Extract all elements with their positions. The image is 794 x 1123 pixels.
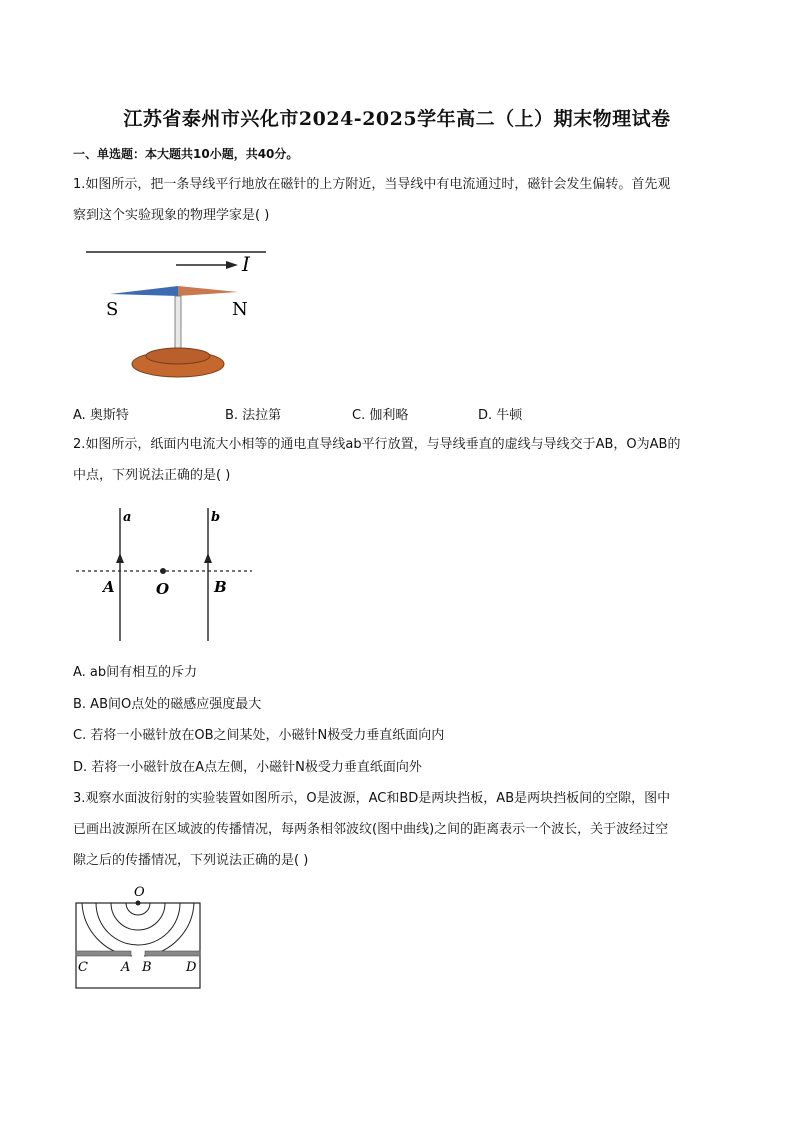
q2-text-line2: 中点，下列说法正确的是( ) xyxy=(73,468,231,483)
q1-text-line1: 1.如图所示，把一条导线平行地放在磁针的上方附近，当导线中有电流通过时，磁针会发生偏转。首先观 xyxy=(73,177,671,192)
q1-options xyxy=(73,404,593,422)
page-title: 江苏省泰州市兴化市2024-2025学年高二（上）期末物理试卷 xyxy=(123,108,671,130)
needle-north xyxy=(178,286,238,296)
q2-option-c[interactable]: C. 若将一小磁针放在OB之间某处，小磁针N极受力垂直纸面向内 xyxy=(73,728,445,743)
label-B: B xyxy=(214,578,227,596)
wave-source xyxy=(136,901,141,906)
wire-b-arrow xyxy=(204,553,212,563)
wave-4b xyxy=(144,903,194,956)
label-O: O xyxy=(134,885,145,900)
wave-3 xyxy=(96,903,180,945)
q1-figure xyxy=(80,246,280,386)
label-A: A xyxy=(121,960,131,975)
q1-option-c[interactable]: C. 伽利略 xyxy=(352,408,409,423)
stand-base-top xyxy=(146,348,210,364)
q1-option-b[interactable]: B. 法拉第 xyxy=(225,408,282,423)
needle-south xyxy=(110,286,178,296)
label-b: b xyxy=(211,510,221,525)
q2-option-a[interactable]: A. ab间有相互的斥力 xyxy=(73,665,198,680)
q1-text-line2: 察到这个实验现象的物理学家是( ) xyxy=(73,208,270,223)
current-label: I xyxy=(242,252,250,276)
q1-option-a[interactable]: A. 奥斯特 xyxy=(73,408,129,423)
needle-stand xyxy=(175,296,181,352)
current-arrowhead xyxy=(226,261,238,269)
label-D: D xyxy=(186,960,197,975)
wave-4 xyxy=(82,903,132,956)
label-O: O xyxy=(156,580,170,598)
section-heading: 一、单选题：本大题共10小题，共40分。 xyxy=(73,147,299,161)
wave-2 xyxy=(111,903,165,930)
q3-text-line1: 3.观察水面波衍射的实验装置如图所示，O是波源，AC和BD是两块挡板，AB是两块挡板间的空隙，图中 xyxy=(73,791,671,806)
label-B: B xyxy=(142,960,152,975)
label-a: a xyxy=(123,510,132,525)
point-o xyxy=(160,568,166,574)
barrier-bd xyxy=(145,951,200,956)
q3-text-line3: 隙之后的传播情况，下列说法正确的是( ) xyxy=(73,853,309,868)
south-label: S xyxy=(106,299,119,320)
q1-option-d[interactable]: D. 牛顿 xyxy=(478,408,523,423)
q2-figure xyxy=(76,505,256,645)
barrier-ac xyxy=(76,951,131,956)
q2-option-d[interactable]: D. 若将一小磁针放在A点左侧，小磁针N极受力垂直纸面向外 xyxy=(73,760,422,775)
q2-text-line1: 2.如图所示，纸面内电流大小相等的通电直导线ab平行放置，与导线垂直的虚线与导线交于AB，O为AB的 xyxy=(73,437,681,452)
q2-option-b[interactable]: B. AB间O点处的磁感应强度最大 xyxy=(73,697,262,712)
q3-figure xyxy=(72,882,206,992)
q3-text-line2: 已画出波源所在区域波的传播情况，每两条相邻波纹(图中曲线)之间的距离表示一个波长，关于波经过空 xyxy=(73,822,669,837)
wire-a-arrow xyxy=(116,553,124,563)
label-A: A xyxy=(103,578,115,596)
north-label: N xyxy=(232,299,248,320)
label-C: C xyxy=(78,960,88,975)
